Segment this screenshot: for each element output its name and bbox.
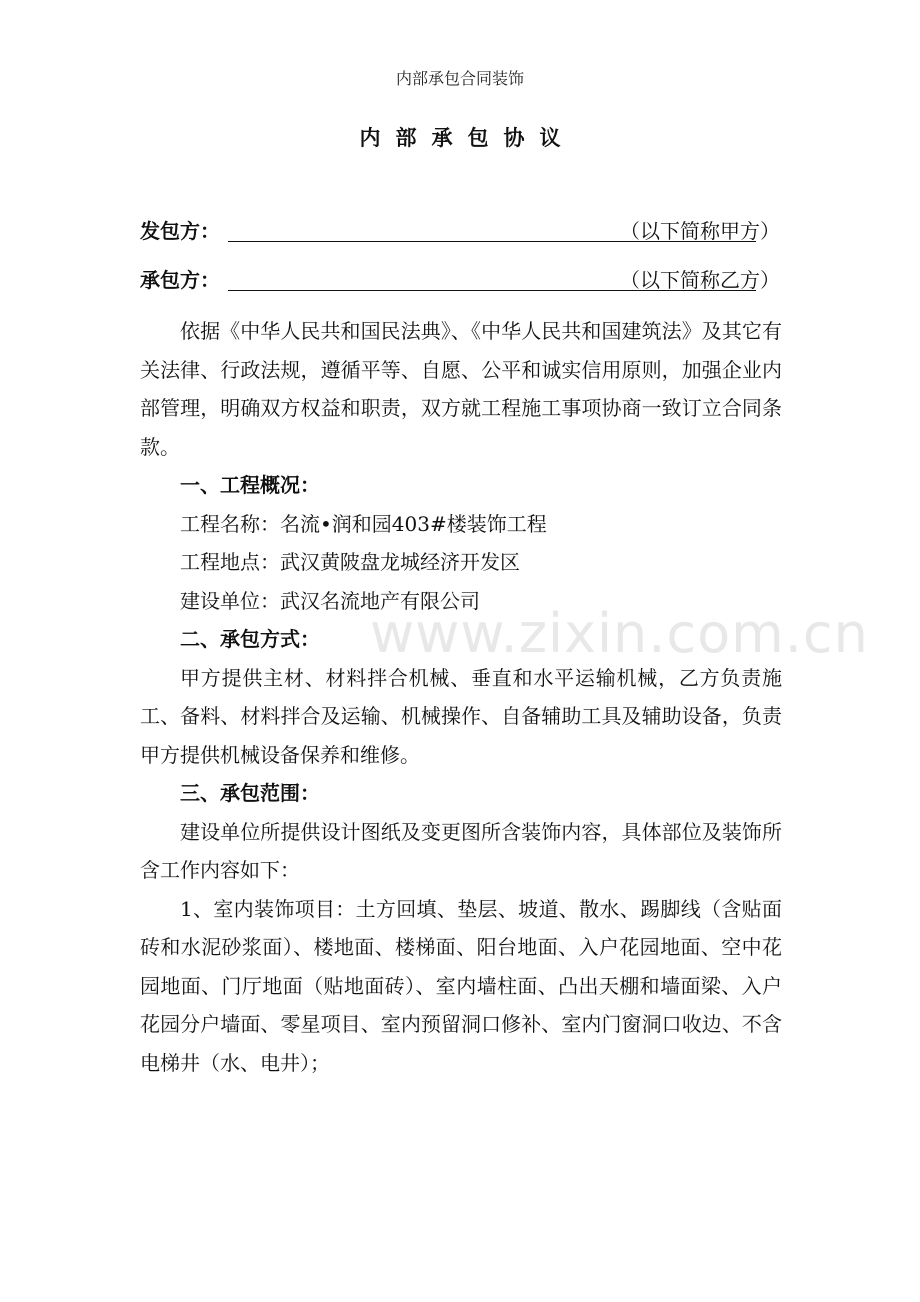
party-line-contractor [140, 263, 780, 297]
interior-decoration-items: 1、室内装饰项目：土方回填、垫层、坡道、散水、踢脚线（含贴面砖和水泥砂浆面）、楼地面、楼梯面、阳台地面、入户花园地面、空中花园地面、门厅地面（贴地面砖）、室内墙柱面、凸出天棚和墙面梁、入户花园分户墙面、零星项目、室内预留洞口修补、室内门窗洞口收边、不含电梯井（水、电井）； [140, 896, 782, 1075]
document-title: 内部承包协议 [359, 125, 576, 150]
section-heading-contract-scope: 三、承包范围： [180, 781, 320, 805]
party-label: 发包方： [140, 219, 220, 243]
section-heading-overview: 一、工程概况： [180, 473, 320, 497]
preamble-paragraph: 依据《中华人民共和国民法典》、《中华人民共和国建筑法》及其它有关法律、行政法规，遵循平等、自愿、公平和诚实信用原则，加强企业内部管理，明确双方权益和职责，双方就工程施工事项协商一致订立合同条款。 [140, 319, 782, 459]
construction-unit: 建设单位：武汉名流地产有限公司 [180, 588, 480, 613]
project-name: 工程名称：名流•润和园403#楼装饰工程 [180, 511, 547, 536]
party-label: 承包方： [140, 268, 220, 292]
party-note: （以下简称甲方） [620, 219, 780, 243]
project-location: 工程地点：武汉黄陂盘龙城经济开发区 [180, 550, 520, 574]
party-note: （以下简称乙方） [620, 268, 780, 292]
site-watermark: www.zixin.com.cn [370, 602, 869, 665]
section-heading-contract-method: 二、承包方式： [180, 627, 320, 651]
running-header: 内部承包合同装饰 [395, 69, 524, 88]
party-line-employer [140, 214, 780, 248]
contract-scope-paragraph: 建设单位所提供设计图纸及变更图所含装饰内容，具体部位及装饰所含工作内容如下： [140, 819, 782, 882]
contract-method-paragraph: 甲方提供主材、材料拌合机械、垂直和水平运输机械，乙方负责施工、备料、材料拌合及运输、机械操作、自备辅助工具及辅助设备，负责甲方提供机械设备保养和维修。 [140, 665, 782, 767]
agreement-body [140, 312, 782, 1082]
